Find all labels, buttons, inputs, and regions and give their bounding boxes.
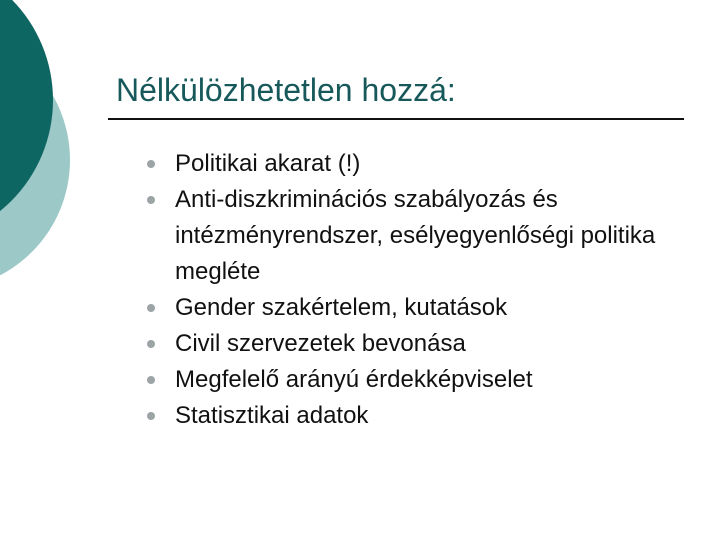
bullet-marker	[147, 160, 155, 168]
bullet-text: Statisztikai adatok	[175, 402, 369, 429]
bullet-marker	[147, 412, 155, 420]
bullet-marker	[147, 304, 155, 312]
bullet-item	[147, 398, 687, 434]
bullet-item	[147, 290, 687, 326]
slide-title: Nélkülözhetetlen hozzá:	[116, 72, 456, 108]
bullet-marker	[147, 376, 155, 384]
title-underline	[108, 118, 684, 120]
bullet-item	[147, 182, 687, 290]
bullet-text: Anti-diszkriminációs szabályozás és intézményrendszer, esélyegyenlőségi politika megléte	[175, 186, 656, 285]
bullet-marker	[147, 196, 155, 204]
bullet-item	[147, 326, 687, 362]
bullet-text: Politikai akarat (!)	[175, 150, 361, 177]
bullet-marker	[147, 340, 155, 348]
slide-decoration	[0, 0, 120, 300]
bullet-text: Gender szakértelem, kutatások	[175, 294, 508, 321]
bullet-item	[147, 362, 687, 398]
bullet-list	[147, 146, 687, 434]
bullet-text: Megfelelő arányú érdekképviselet	[175, 366, 533, 393]
bullet-item	[147, 146, 687, 182]
bullet-text: Civil szervezetek bevonása	[175, 330, 466, 357]
